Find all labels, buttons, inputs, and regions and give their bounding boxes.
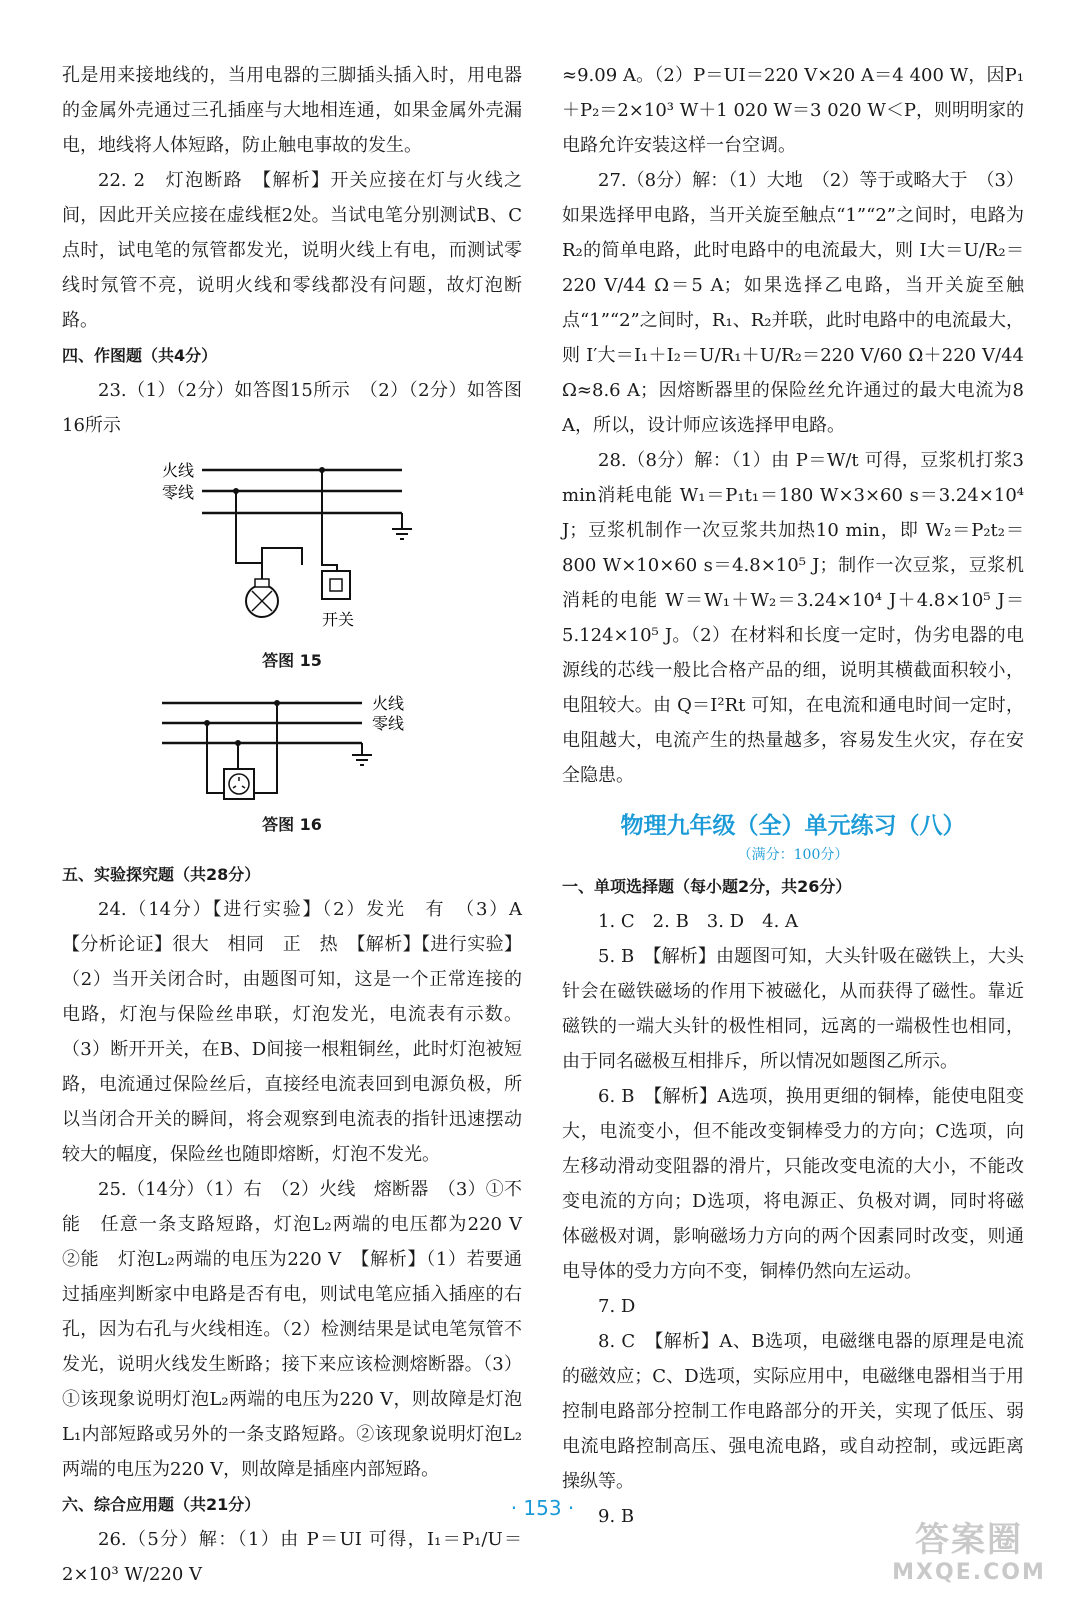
watermark-logo bbox=[869, 1520, 1069, 1586]
live-wire-label: 火线 bbox=[162, 461, 195, 480]
paragraph-intro: 孔是用来接地线的，当用电器的三脚插头插入时，用电器的金属外壳通过三孔插座与大地相连通，如果金属外壳漏电，地线将人体短路，防止触电事故的发生。 bbox=[62, 65, 522, 156]
figure-16 bbox=[62, 689, 522, 839]
answer-5: 5. B 【解析】由题图可知，大头针吸在磁铁上，大头针会在磁铁磁场的作用下被磁化，从而获得了磁性。靠近磁铁的一端大头针的极性相同，远离的一端极性也相同，由于同名磁极互相排斥，所以情况如题图乙所示。 bbox=[562, 946, 1024, 1072]
switch-icon bbox=[322, 571, 350, 599]
answer-23: 23.（1）（2分）如答图15所示 （2）（2分）如答图16所示 bbox=[62, 380, 522, 436]
watermark-url: MXQE.COM bbox=[892, 1560, 1046, 1585]
ground-symbol bbox=[352, 755, 372, 765]
answer-24: 24.（14分）【进行实验】（2）发光 有 （3）A 【分析论证】很大 相同 正 热 【解析】【进行实验】（2）当开关闭合时，由题图可知，这是一个正常连接的电路，灯泡与保险丝串联，灯泡发光，电流表有示数。（3）断开开关，在B、D间接一根粗铜丝，此时灯泡被短路，电流通过保险丝后，直接经电流表回到电源负极，所以当闭合开关的瞬间，将会观察到电流表的指针迅速摆动较大的幅度，保险丝也随即熔断，灯泡不发光。 bbox=[62, 899, 540, 1165]
figure-15 bbox=[62, 443, 522, 675]
figure-16-caption: 答图 16 bbox=[262, 815, 322, 834]
live-wire-label: 火线 bbox=[372, 694, 405, 713]
answer-8: 8. C 【解析】A、B选项，电磁继电器的原理是电流的磁效应；C、D选项，实际应用中，电磁继电器相当于用控制电路部分控制工作电路部分的开关，实现了低压、弱电流电路控制高压、强电流电路，或自动控制，或远距离操纵等。 bbox=[562, 1331, 1024, 1492]
answer-26-part1: 26.（5分）解：（1）由 P＝UI 可得，I₁＝P₁/U＝2×10³ W/220 V bbox=[62, 1529, 522, 1585]
answer-28: 28.（8分）解：（1）由 P＝W/t 可得，豆浆机打浆3 min消耗电能 W₁＝P₁t₁＝180 W×3×60 s＝3.24×10⁴ J；豆浆机制作一次豆浆共加热10 min，即 W₂＝P₂t₂＝800 W×10×60 s＝4.8×10⁵ J；制作一次豆浆，豆浆机消耗的电能 W＝W₁＋W₂＝3.24×10⁴ J＋4.8×10⁵ J＝5.124×10⁵ J。（2）在材料和长度一定时，伪劣电器的电源线的芯线一般比合格产品的细，说明其横截面积较小，电阻较大。由 Q＝I²Rt 可知，在电流和通电时间一定时，电阻越大，电流产生的热量越多，容易发生火灾，存在安全隐患。 bbox=[562, 450, 1024, 786]
section-experiment: 五、实验探究题（共28分） bbox=[62, 865, 261, 884]
section-drawing: 四、作图题（共4分） bbox=[62, 346, 218, 365]
ground-symbol bbox=[392, 529, 412, 539]
answer-26-part2: ≈9.09 A。（2）P＝UI＝220 V×20 A＝4 400 W，因P₁＋P₂＝2×10³ W＋1 020 W＝3 020 W＜P，则明明家的电路允许安装这样一台空调。 bbox=[562, 65, 1024, 156]
answer-7: 7. D bbox=[598, 1296, 636, 1317]
three-hole-socket-icon bbox=[224, 769, 254, 799]
neutral-wire-label: 零线 bbox=[162, 483, 195, 502]
neutral-wire-label: 零线 bbox=[372, 714, 405, 733]
figure-15-caption: 答图 15 bbox=[262, 651, 322, 670]
section-single-choice: 一、单项选择题（每小题2分，共26分） bbox=[562, 877, 852, 896]
answer-9: 9. B bbox=[598, 1506, 635, 1527]
circuit-diagram-16 bbox=[62, 689, 522, 807]
section-application: 六、综合应用题（共21分） bbox=[62, 1495, 261, 1514]
circuit-diagram-15 bbox=[62, 443, 522, 643]
switch-label: 开关 bbox=[322, 610, 355, 629]
right-column bbox=[562, 58, 1024, 1534]
unit-subtitle: （满分：100分） bbox=[737, 847, 849, 863]
left-column bbox=[62, 58, 540, 1592]
answer-25: 25.（14分）（1）右 （2）火线 熔断器 （3）①不能 任意一条支路短路，灯泡L₂两端的电压都为220 V ②能 灯泡L₂两端的电压为220 V 【解析】（1）若要通过插座判断家中电路是否有电，则试电笔应插入插座的右孔，因为右孔与火线相连。（2）检测结果是试电笔氖管不发光，说明火线发生断路；接下来应该检测熔断器。（3）①该现象说明灯泡L₂两端的电压为220 V，则故障是灯泡L₁内部短路或另外的一条支路短路。②该现象说明灯泡L₂两端的电压为220 V，则故障是插座内部短路。 bbox=[62, 1179, 540, 1480]
watermark-text: 答案圈 bbox=[915, 1520, 1023, 1560]
page-number: · 153 · bbox=[510, 1496, 575, 1520]
answer-6: 6. B 【解析】A选项，换用更细的铜棒，能使电阻变大，电流变小，但不能改变铜棒受力的方向；C选项，向左移动滑动变阻器的滑片，只能改变电流的大小，不能改变电流的方向；D选项，将电源正、负极对调，同时将磁体磁极对调，影响磁场力方向的两个因素同时改变，则通电导体的受力方向不变，铜棒仍然向左运动。 bbox=[562, 1086, 1024, 1282]
unit-title: 物理九年级（全）单元练习（八） bbox=[620, 813, 966, 839]
lamp-icon bbox=[246, 579, 278, 617]
answer-22: 22. 2 灯泡断路 【解析】开关应接在灯与火线之间，因此开关应接在虚线框2处。当试电笔分别测试B、C点时，试电笔的氖管都发光，说明火线上有电，而测试零线时氖管不亮，说明火线和零线都没有问题，故灯泡断路。 bbox=[62, 170, 522, 331]
answers-1-4: 1. C 2. B 3. D 4. A bbox=[598, 911, 799, 932]
answer-27: 27.（8分）解：（1）大地 （2）等于或略大于 （3）如果选择甲电路，当开关旋至触点“1”“2”之间时，电路为R₂的简单电路，此时电路中的电流最大，则 I大＝U/R₂＝220 V/44 Ω＝5 A；如果选择乙电路，当开关旋至触点“1”“2”之间时，R₁、R₂并联，此时电路中的电流最大，则 I′大＝I₁＋I₂＝U/R₁＋U/R₂＝220 V/60 Ω＋220 V/44 Ω≈8.6 A；因熔断器里的保险丝允许通过的最大电流为8 A，所以，设计师应该选择甲电路。 bbox=[562, 170, 1024, 436]
